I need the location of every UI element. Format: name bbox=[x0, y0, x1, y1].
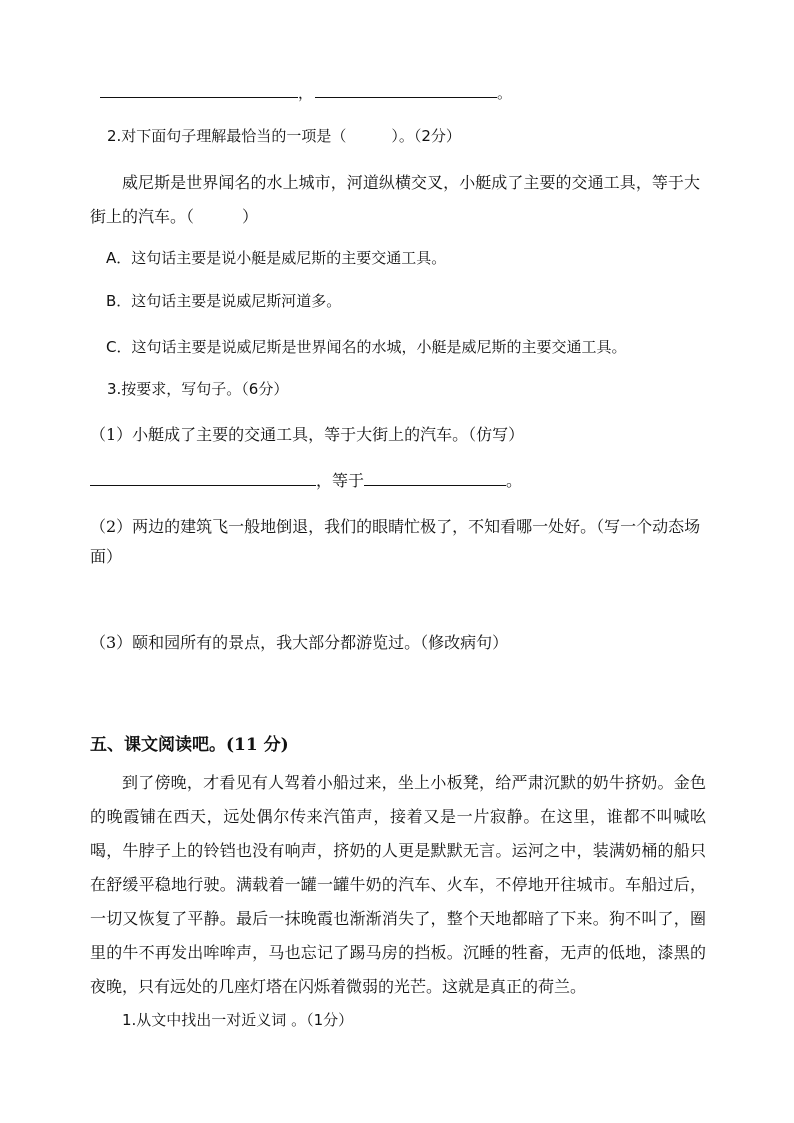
answer-blank[interactable] bbox=[100, 82, 298, 98]
section-5-heading: 五、课文阅读吧。(11 分) bbox=[90, 735, 289, 755]
section-5-passage: 到了傍晚，才看见有人驾着小船过来，坐上小板凳，给严肃沉默的奶牛挤奶。金色的晚霞铺在西天，远处偶尔传来汽笛声，接着又是一片寂静。在这里，谁都不叫喊吆喝，牛脖子上的铃铛也没有响声，挤奶的人更是默默无言。运河之中，装满奶桶的船只在舒缓平稳地行驶。满载着一罐一罐牛奶的汽车、火车，不停地开往城市。车船过后，一切又恢复了平静。最后一抹晚霞也渐渐消失了，整个天地都暗了下来。狗不叫了，圈里的牛不再发出哞哞声，马也忘记了踢马房的挡板。沉睡的牲畜，无声的低地，漆黑的夜晚，只有远处的几座灯塔在闪烁着微弱的光芒。这就是真正的荷兰。 bbox=[90, 773, 706, 996]
fill-connector: ，等于 bbox=[316, 471, 365, 490]
separator: ， bbox=[298, 84, 314, 102]
section-5-question-1: 1.从文中找出一对近义词 。（1分） bbox=[122, 1011, 354, 1029]
question-2-option-a[interactable]: A．这句话主要是说小艇是威尼斯的主要交通工具。 bbox=[106, 249, 447, 267]
question-2-title: 2.对下面句子理解最恰当的一项是（ ）。（2分） bbox=[107, 127, 461, 145]
answer-blank-row bbox=[100, 82, 512, 103]
end-mark: 。 bbox=[497, 84, 513, 102]
question-3-sub2: （2）两边的建筑飞一般地倒退，我们的眼睛忙极了，不知看哪一处好。（写一个动态场面） bbox=[90, 517, 701, 566]
answer-blank[interactable] bbox=[315, 82, 497, 98]
question-2-option-b[interactable]: B．这句话主要是说威尼斯河道多。 bbox=[106, 292, 342, 310]
question-2-option-c[interactable]: C．这句话主要是说威尼斯是世界闻名的水城，小艇是威尼斯的主要交通工具。 bbox=[106, 338, 627, 356]
question-2-passage: 威尼斯是世界闻名的水上城市，河道纵横交叉，小艇成了主要的交通工具，等于大街上的汽车。（ ） bbox=[90, 173, 700, 226]
question-3-sub1: （1）小艇成了主要的交通工具，等于大街上的汽车。（仿写） bbox=[90, 425, 525, 444]
question-3-title: 3.按要求，写句子。（6分） bbox=[107, 380, 289, 398]
question-3-sub3: （3）颐和园所有的景点，我大部分都游览过。（修改病句） bbox=[90, 633, 509, 652]
answer-blank[interactable] bbox=[90, 470, 316, 486]
question-3-sub1-fill-row bbox=[90, 470, 522, 491]
answer-blank[interactable] bbox=[364, 470, 506, 486]
end-mark: 。 bbox=[506, 471, 523, 490]
